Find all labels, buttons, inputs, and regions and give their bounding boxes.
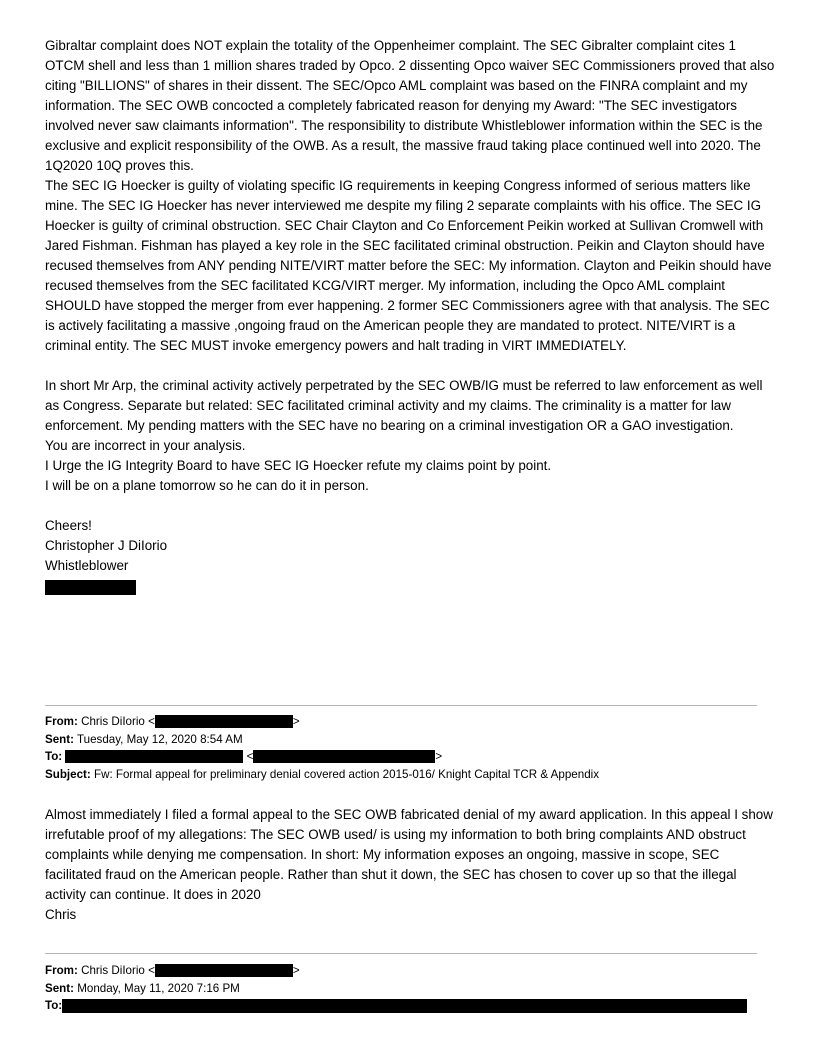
paragraph-in-short: In short Mr Arp, the criminal activity actively perpetrated by the SEC OWB/IG must be referred to law enforcement as well as Congress. Separate but related: SEC facilitated criminal activity and my claims. The criminality is a matter for law enforcement. My pending matters with the SEC have no bearing on a criminal investigation OR a GAO investigation. (45, 378, 763, 433)
forward-header-1 (45, 713, 775, 783)
redacted-to-email (253, 750, 435, 763)
forward-1-body (45, 805, 775, 925)
line-plane: I will be on a plane tomorrow so he can do it in person. (45, 478, 369, 493)
redacted-from-email (155, 715, 293, 728)
paragraph-ig-hoecker: The SEC IG Hoecker is guilty of violating specific IG requirements in keeping Congress informed of serious matters like mine. The SEC IG Hoecker has never interviewed me despite my filing 2 separate complaints with his office. The SEC IG Hoecker is guilty of criminal obstruction. SEC Chair Clayton and Co Enforcement Peikin worked at Sullivan Cromwell with Jared Fishman. Fishman has played a key role in the SEC facilitated criminal obstruction. Peikin and Clayton should have recused themselves from ANY pending NITE/VIRT matter before the SEC: My information. Clayton and Peikin should have recused themselves from the SEC facilitated KCG/VIRT merger. My information, including the Opco AML complaint SHOULD have stopped the merger from ever happening. 2 former SEC Commissioners agree with that analysis. The SEC is actively facilitating a massive ,ongoing fraud on the American people they are mandated to protect. NITE/VIRT is a criminal entity. The SEC MUST invoke emergency powers and halt trading in VIRT IMMEDIATELY. (45, 178, 772, 353)
paragraph-gibraltar: Gibraltar complaint does NOT explain the totality of the Oppenheimer complaint. The SEC Gibralter complaint cites 1 OTCM shell and less than 1 million shares traded by Opco. 2 dissenting Opco waiver SEC Commissioners proved that also citing "BILLIONS" of shares in their dissent. The SEC/Opco AML complaint was based on the FINRA complaint and my information. The SEC OWB concocted a completely fabricated reason for denying my Award: "The SEC investigators involved never saw claimants information". The responsibility to distribute Whistleblower information within the SEC is the exclusive and explicit responsibility of the OWB. As a result, the massive fraud taking place continued well into 2020. The 1Q2020 10Q proves this. (45, 38, 775, 173)
sent-line: Sent: Monday, May 11, 2020 7:16 PM (45, 981, 240, 995)
closing: Cheers! (45, 518, 92, 533)
redacted-signature-block (45, 580, 136, 595)
signature-name: Christopher J DiIorio (45, 538, 168, 553)
signature-title: Whistleblower (45, 558, 129, 573)
forward-header-2 (45, 962, 775, 1015)
redacted-from-email (155, 964, 293, 977)
subject-value: Fw: Formal appeal for preliminary denial covered action 2015-016/ Knight Capital TCR & Appendix (93, 767, 600, 781)
divider-line (45, 705, 757, 706)
line-urge: I Urge the IG Integrity Board to have SEC IG Hoecker refute my claims point by point. (45, 458, 552, 473)
email-body (45, 36, 775, 596)
line-incorrect: You are incorrect in your analysis. (45, 438, 246, 453)
divider-line (45, 953, 757, 954)
from-name: Chris DiIorio < (81, 964, 155, 977)
from-line: From: Chris DiIorio < > (45, 964, 300, 977)
sent-line: Sent: Tuesday, May 12, 2020 8:54 AM (45, 732, 243, 746)
sent-value: Tuesday, May 12, 2020 8:54 AM (77, 732, 243, 746)
forward-1-paragraph: Almost immediately I filed a formal appeal to the SEC OWB fabricated denial of my award application. In this appeal I show irrefutable proof of my allegations: The SEC OWB used/ is using my information to both bring complaints AND obstruct complaints while denying me compensation. In short: My information exposes an ongoing, massive in scope, SEC facilitated fraud on the American people. Rather than shut it down, the SEC has chosen to cover up so that the illegal activity can continue. It does in 2020 (45, 807, 773, 902)
from-name: Chris DiIorio < (81, 715, 155, 728)
from-line: From: Chris DiIorio < > (45, 715, 300, 728)
sent-value: Monday, May 11, 2020 7:16 PM (77, 981, 240, 995)
to-line: To: (45, 997, 775, 1015)
subject-line: Subject: Fw: Formal appeal for preliminary denial covered action 2015-016/ Knight Capital TCR & Appendix (45, 767, 600, 781)
redacted-to-recipients (62, 999, 747, 1013)
redacted-to-name (65, 750, 243, 763)
forward-1-sign: Chris (45, 907, 77, 922)
to-line: To: < > (45, 750, 443, 763)
